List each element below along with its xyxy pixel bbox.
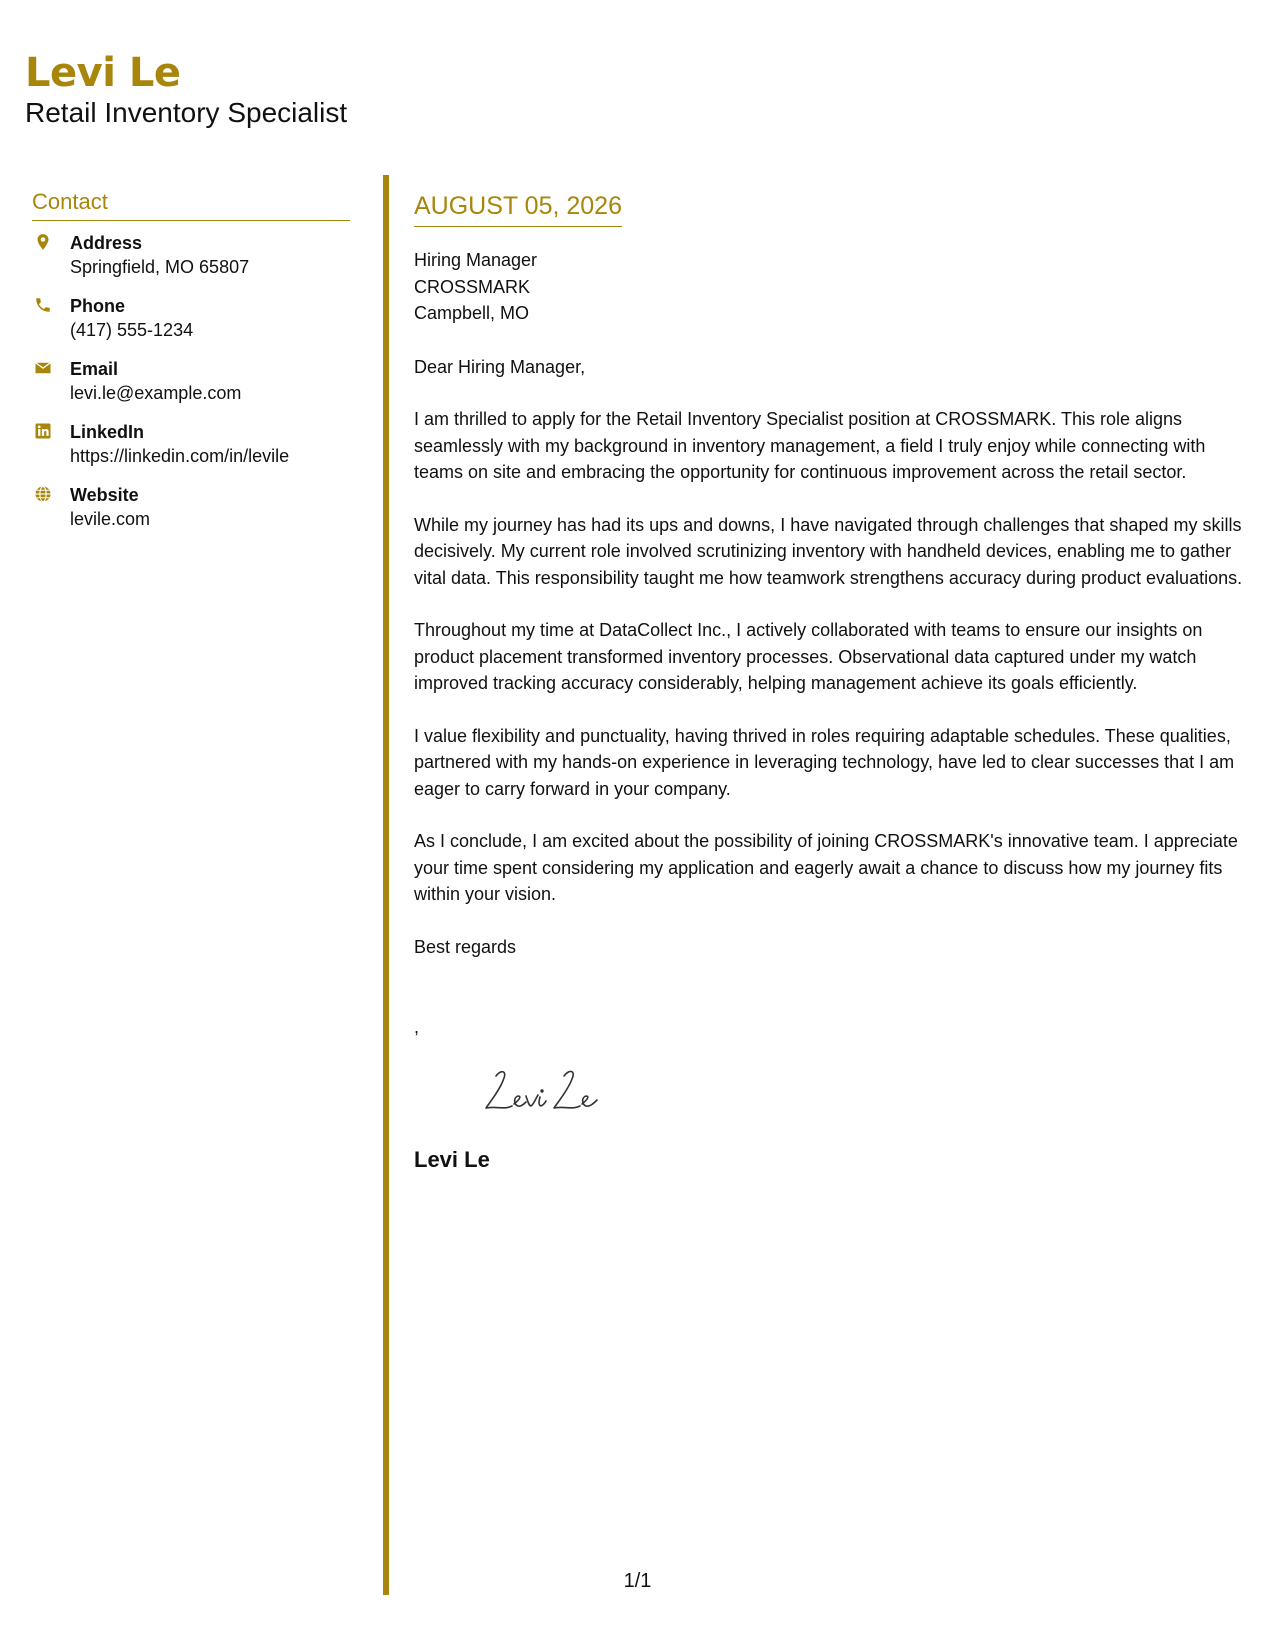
contact-item-phone <box>32 294 350 357</box>
contact-label-phone: Phone <box>70 296 126 316</box>
contact-item-website <box>32 483 350 546</box>
closing-comma: , <box>414 1017 420 1037</box>
contact-item-address <box>32 231 350 294</box>
contact-label-address: Address <box>70 233 143 253</box>
contact-value-website: levile.com <box>70 509 151 529</box>
vertical-divider <box>383 175 389 1595</box>
map-pin-icon <box>34 233 52 251</box>
signer-name: Levi Le <box>414 1146 490 1172</box>
contact-label-linkedin: LinkedIn <box>70 422 145 442</box>
contact-list <box>32 231 350 546</box>
body-paragraph: As I conclude, I am excited about the possibility of joining CROSSMARK's innovative team. I appreciate your time spent considering my application and eagerly await a chance to discuss how my journey fits within your vision. <box>414 831 1238 904</box>
contact-label-email: Email <box>70 359 119 379</box>
contact-item-linkedin <box>32 420 350 483</box>
contact-value-linkedin: https://linkedin.com/in/levile <box>70 446 290 466</box>
globe-icon <box>34 485 52 503</box>
contact-heading: Contact <box>32 188 350 221</box>
letter-body <box>414 190 1244 1174</box>
contact-value-address: Springfield, MO 65807 <box>70 257 250 277</box>
recipient-location: Campbell, MO <box>414 303 530 323</box>
body-paragraph: Throughout my time at DataCollect Inc., I actively collaborated with teams to ensure our insights on product placement transformed inventory processes. Observational data captured under my watch improved tracking accuracy considerably, helping management achieve its goals efficiently. <box>414 620 1203 693</box>
header <box>25 50 347 130</box>
recipient-title: Hiring Manager <box>414 250 538 270</box>
contact-item-email <box>32 357 350 420</box>
contact-value-email: levi.le@example.com <box>70 383 242 403</box>
job-title: Retail Inventory Specialist <box>25 97 348 128</box>
recipient-company: CROSSMARK <box>414 276 531 297</box>
contact-sidebar <box>32 188 350 546</box>
contact-value-phone: (417) 555-1234 <box>70 320 194 340</box>
salutation: Dear Hiring Manager, <box>414 356 586 377</box>
body-paragraph: While my journey has had its ups and downs, I have navigated through challenges that shaped my skills decisively. My current role involved scrutinizing inventory with handheld devices, enabling me to gather vital data. This responsibility taught me how teamwork strengthens accuracy during product evaluations. <box>414 514 1243 588</box>
applicant-name: Levi Le <box>25 50 181 96</box>
handwritten-signature <box>474 1064 614 1120</box>
closing: Best regards <box>414 936 517 957</box>
body-paragraph: I am thrilled to apply for the Retail Inventory Specialist position at CROSSMARK. This role aligns seamlessly with my background in inventory management, a field I truly enjoy while connecting with teams on site and embracing the opportunity for continuous improvement across the retail sector. <box>414 409 1206 482</box>
linkedin-icon <box>34 422 52 440</box>
letter-date: AUGUST 05, 2026 <box>414 190 622 227</box>
page-number: 1/1 <box>623 1570 652 1592</box>
recipient-block <box>414 247 1244 327</box>
body-paragraph: I value flexibility and punctuality, having thrived in roles requiring adaptable schedules. These qualities, partnered with my hands-on experience in leveraging technology, have led to clear successes that I am eager to carry forward in your company. <box>414 725 1235 799</box>
contact-label-website: Website <box>70 485 139 505</box>
phone-icon <box>34 296 52 314</box>
envelope-icon <box>34 359 52 377</box>
